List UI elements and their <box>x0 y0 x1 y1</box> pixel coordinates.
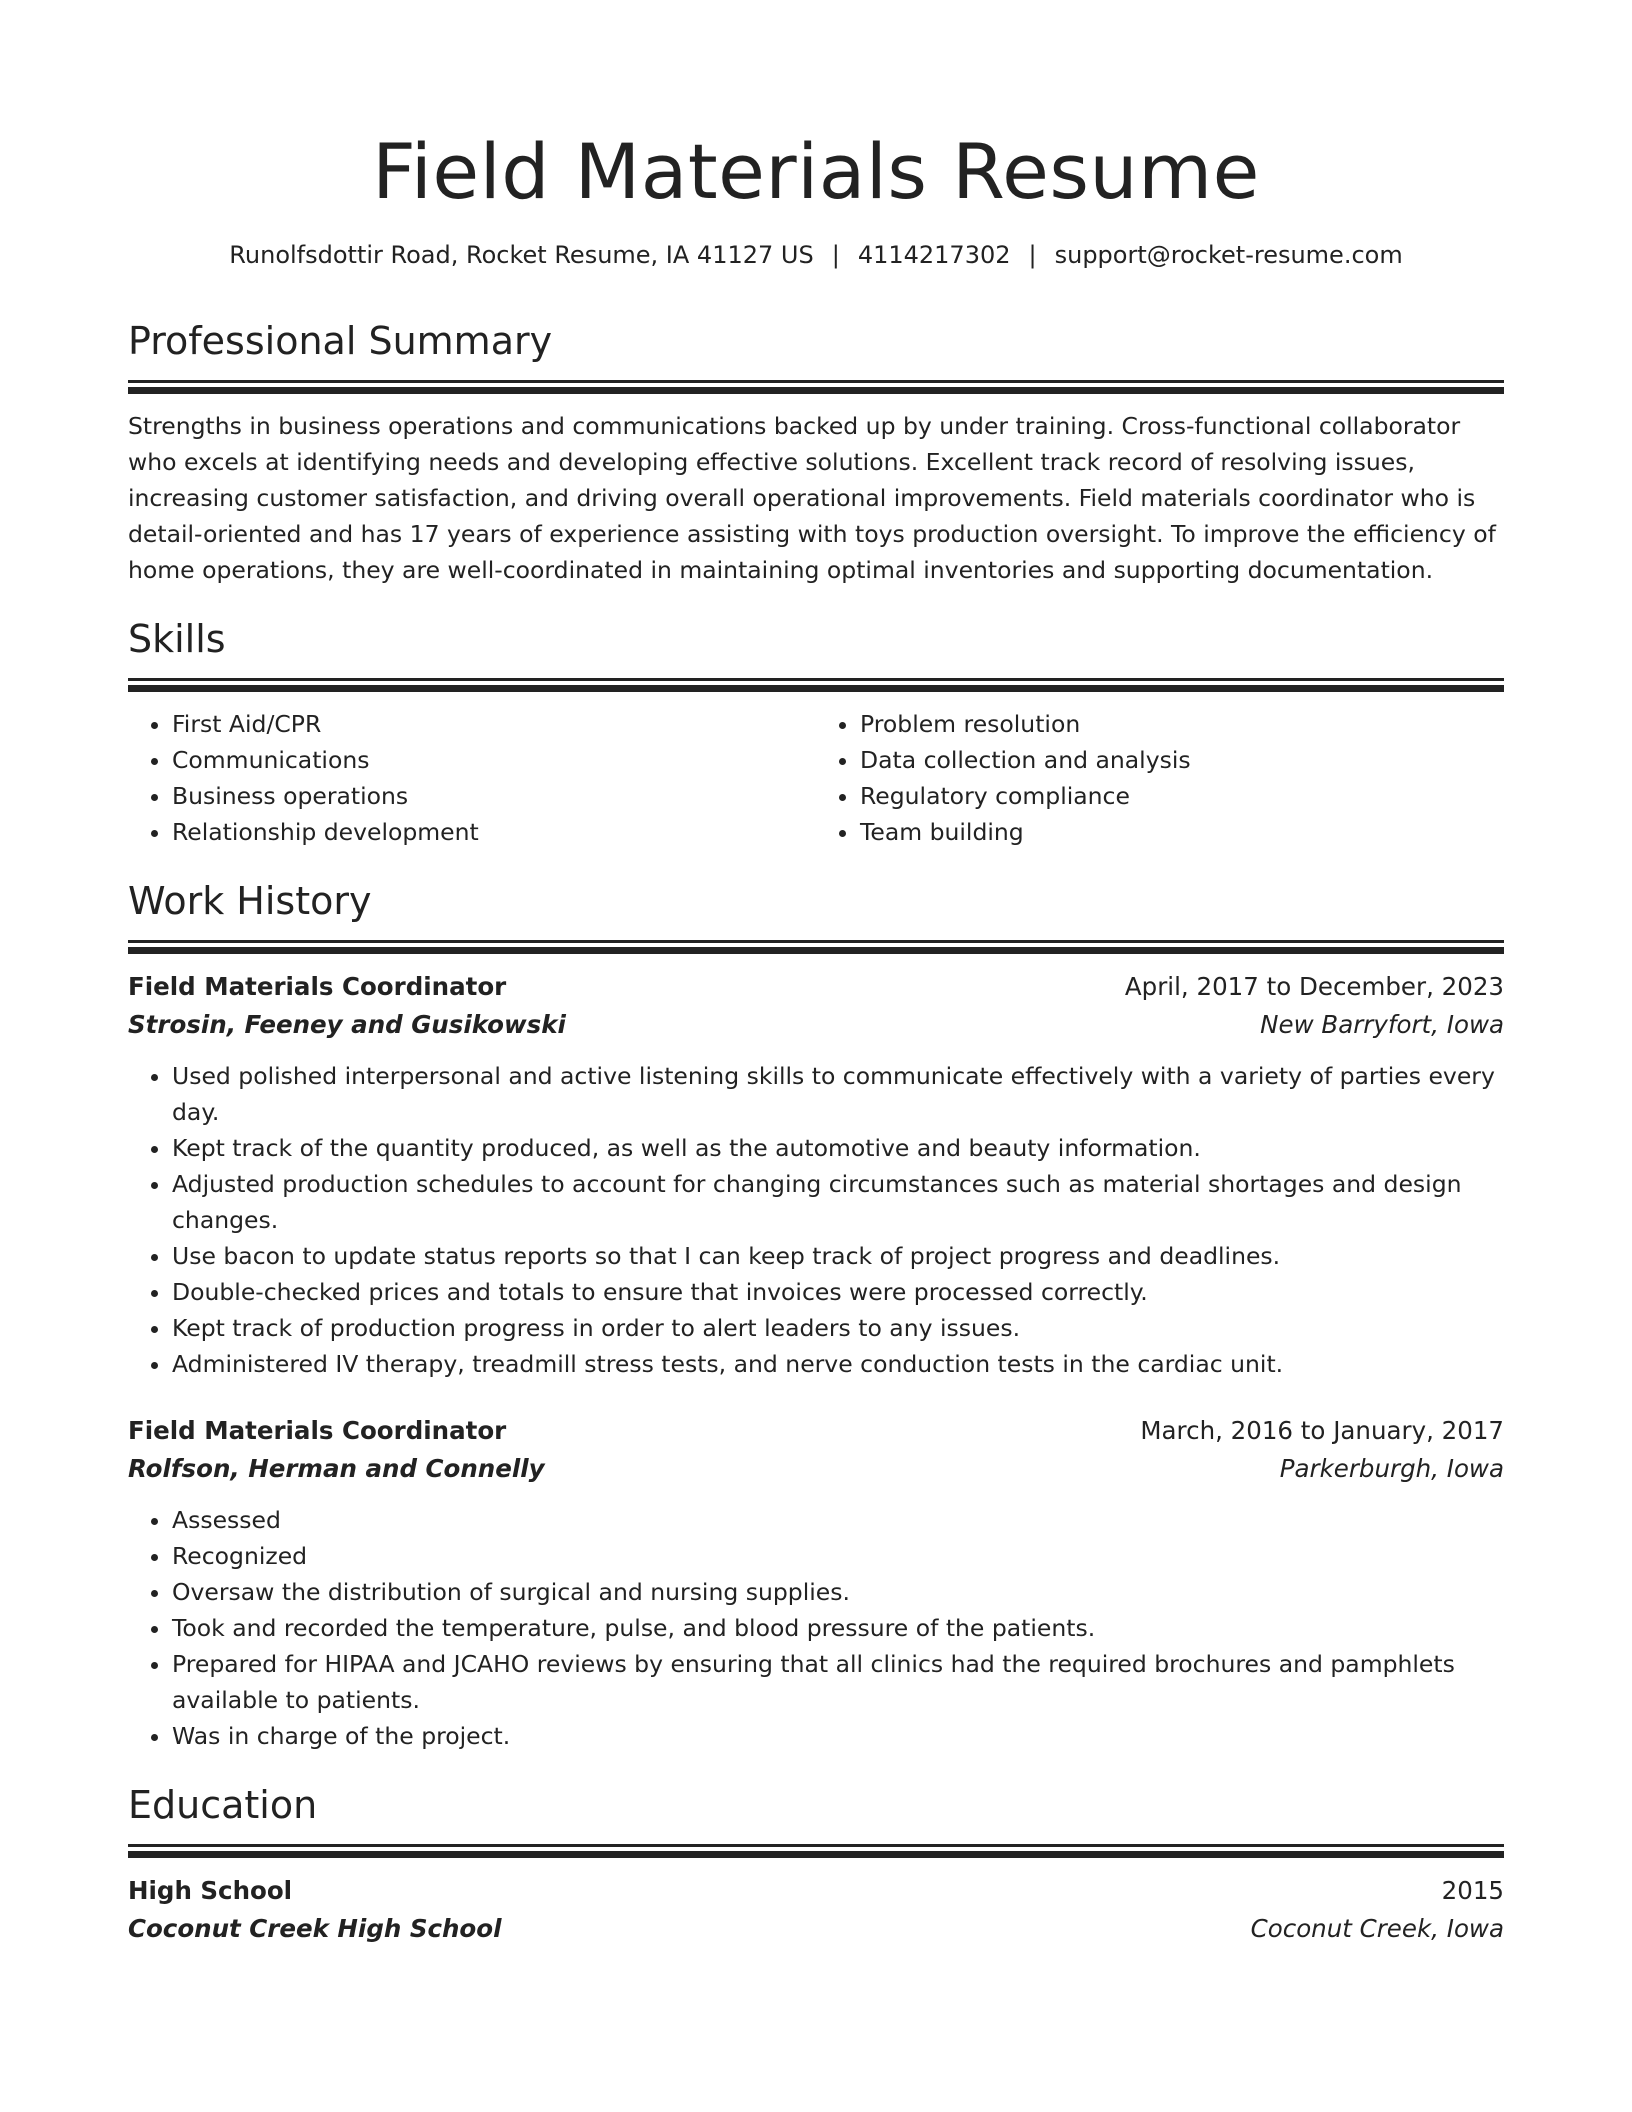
skill-item: • Business operations <box>172 778 816 814</box>
job-bullet: • Oversaw the distribution of surgical and nursing supplies. <box>172 1574 1504 1610</box>
section-divider-thick <box>128 947 1504 954</box>
job-entry <box>128 1412 1504 1754</box>
education-degree: High School <box>128 1876 293 1905</box>
job-bullet: • Took and recorded the temperature, pulse, and blood pressure of the patients. <box>172 1610 1504 1646</box>
skill-item: • Relationship development <box>172 814 816 850</box>
job-company: Rolfson, Herman and Connelly <box>128 1454 545 1483</box>
job-header-row <box>128 1412 1504 1450</box>
job-bullet: • Adjusted production schedules to account for changing circumstances such as material shortages and design changes. <box>172 1166 1504 1238</box>
job-bullet: • Prepared for HIPAA and JCAHO reviews by ensuring that all clinics had the required brochures and pamphlets available to patients. <box>172 1646 1504 1718</box>
job-bullets <box>128 1502 1504 1754</box>
contact-separator: | <box>1028 241 1037 269</box>
contact-line <box>128 238 1504 272</box>
job-bullet: • Administered IV therapy, treadmill stress tests, and nerve conduction tests in the cardiac unit. <box>172 1346 1504 1382</box>
education-school-row <box>128 1910 1504 1948</box>
job-company-row <box>128 1450 1504 1488</box>
section-divider <box>128 1844 1504 1847</box>
job-company: Strosin, Feeney and Gusikowski <box>128 1010 566 1039</box>
section-heading-skills: Skills <box>128 617 226 661</box>
job-dates: April, 2017 to December, 2023 <box>1124 972 1504 1001</box>
job-title: Field Materials Coordinator <box>128 972 507 1001</box>
skill-item: • First Aid/CPR <box>172 706 816 742</box>
job-header-row <box>128 968 1504 1006</box>
education-section <box>128 1780 1504 1948</box>
job-bullet: • Assessed <box>172 1502 1504 1538</box>
job-bullet: • Was in charge of the project. <box>172 1718 1504 1754</box>
skill-item: • Communications <box>172 742 816 778</box>
work-section <box>128 876 1504 1754</box>
contact-email: support@rocket-resume.com <box>1054 241 1403 269</box>
skill-item: • Team building <box>860 814 1504 850</box>
education-entry <box>128 1872 1504 1948</box>
education-header-row <box>128 1872 1504 1910</box>
job-dates: March, 2016 to January, 2017 <box>1140 1416 1504 1445</box>
skills-list-left <box>128 706 816 850</box>
contact-phone: 4114217302 <box>857 241 1011 269</box>
job-bullet: • Recognized <box>172 1538 1504 1574</box>
job-entry <box>128 968 1504 1382</box>
section-divider <box>128 380 1504 383</box>
job-bullet: • Use bacon to update status reports so that I can keep track of project progress and deadlines. <box>172 1238 1504 1274</box>
education-school: Coconut Creek High School <box>128 1914 502 1943</box>
job-bullet: • Double-checked prices and totals to ensure that invoices were processed correctly. <box>172 1274 1504 1310</box>
skill-item: • Data collection and analysis <box>860 742 1504 778</box>
job-location: New Barryfort, Iowa <box>1260 1010 1504 1039</box>
section-divider-thick <box>128 1851 1504 1858</box>
skill-item: • Regulatory compliance <box>860 778 1504 814</box>
section-heading-education: Education <box>128 1783 318 1827</box>
education-location: Coconut Creek, Iowa <box>1250 1914 1504 1943</box>
section-heading-work: Work History <box>128 879 372 923</box>
summary-section <box>128 316 1504 588</box>
job-bullet: • Kept track of the quantity produced, as well as the automotive and beauty information. <box>172 1130 1504 1166</box>
skills-section <box>128 614 1504 850</box>
job-bullet: • Kept track of production progress in order to alert leaders to any issues. <box>172 1310 1504 1346</box>
summary-text: Strengths in business operations and communications backed up by under training. Cross-functional collaborator who excels at identifying needs and developing effective solutions. Excellent track record of resolving issues, increasing customer satisfaction, and driving overall operational improvements. Field materials coordinator who is detail-oriented and has 17 years of experience assisting with toys production oversight. To improve the efficiency of home operations, they are well-coordinated in maintaining optimal inventories and supporting documentation. <box>128 412 1496 584</box>
job-bullet: • Used polished interpersonal and active listening skills to communicate effectively with a variety of parties every day. <box>172 1058 1504 1130</box>
job-bullets <box>128 1058 1504 1382</box>
job-company-row <box>128 1006 1504 1044</box>
education-year: 2015 <box>1441 1876 1504 1905</box>
job-title: Field Materials Coordinator <box>128 1416 507 1445</box>
job-location: Parkerburgh, Iowa <box>1279 1454 1504 1483</box>
skills-columns <box>128 706 1504 850</box>
skill-item: • Problem resolution <box>860 706 1504 742</box>
skills-list-right <box>816 706 1504 850</box>
section-divider <box>128 940 1504 943</box>
section-heading-summary: Professional Summary <box>128 319 553 363</box>
contact-separator: | <box>831 241 840 269</box>
section-divider-thick <box>128 387 1504 394</box>
resume-title: Field Materials Resume <box>372 127 1260 216</box>
section-divider <box>128 678 1504 681</box>
contact-address: Runolfsdottir Road, Rocket Resume, IA 41127 US <box>229 241 814 269</box>
section-divider-thick <box>128 685 1504 692</box>
